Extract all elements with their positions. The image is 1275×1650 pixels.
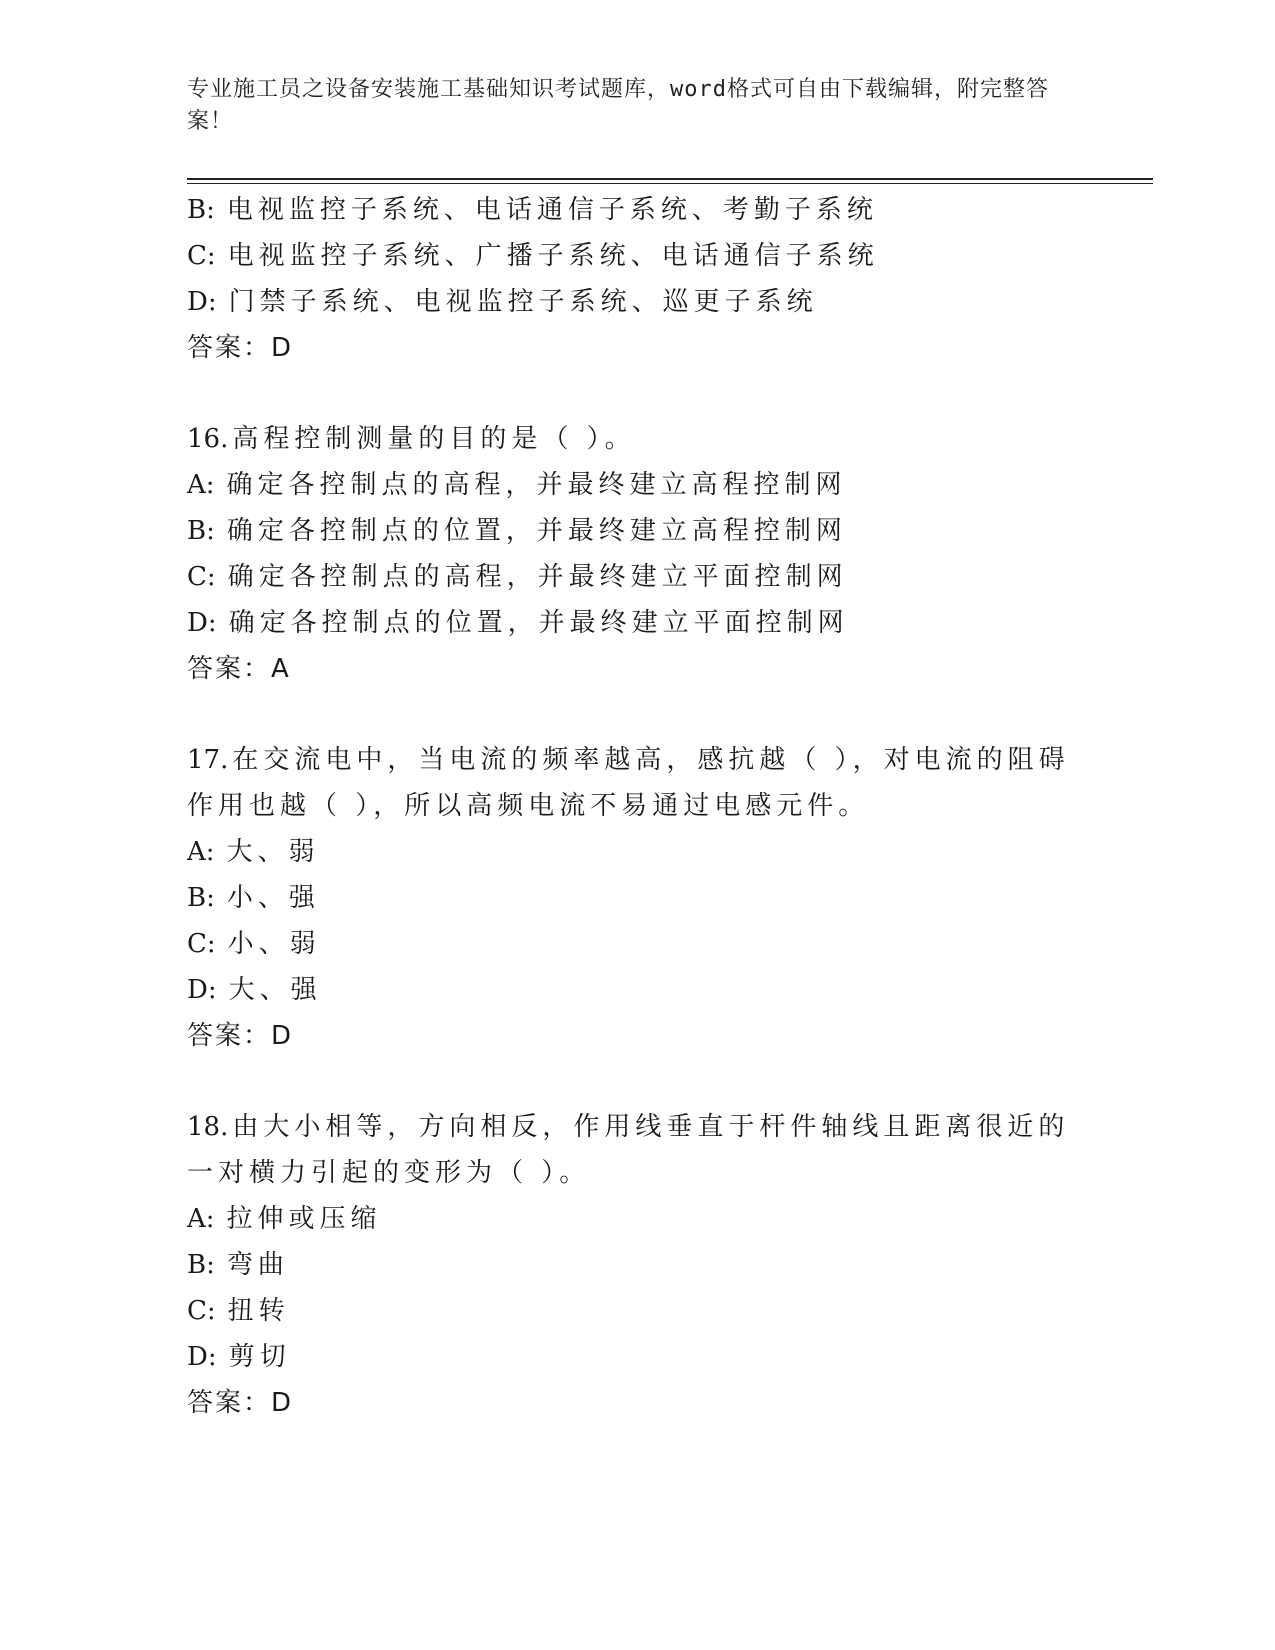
option-text: 拉伸或压缩 — [226, 1204, 382, 1234]
option-c — [187, 554, 1087, 600]
question-text: 高程控制测量的目的是（ ）。 — [232, 424, 636, 454]
question-number: 17. — [187, 745, 229, 775]
question-16 — [187, 416, 1087, 692]
option-key: B: — [187, 883, 215, 913]
spacer — [187, 1059, 1087, 1104]
question-title — [187, 416, 1087, 462]
question-text: 由大小相等，方向相反，作用线垂直于杆件轴线且距离很近的一对横力引起的变形为（ ）。 — [187, 1112, 1070, 1188]
spacer — [187, 371, 1087, 416]
option-text: 门禁子系统、电视监控子系统、巡更子系统 — [228, 287, 818, 317]
option-key: D: — [187, 1342, 217, 1372]
option-key: D: — [187, 608, 217, 638]
question-number: 18. — [187, 1112, 229, 1142]
option-text: 弯曲 — [226, 1250, 289, 1280]
option-text: 扭转 — [227, 1296, 290, 1326]
option-b — [187, 1242, 1087, 1288]
option-d — [187, 1334, 1087, 1380]
option-key: A: — [187, 1204, 215, 1234]
header-divider-thin — [187, 183, 1153, 184]
answer-line: 答案：D — [187, 1388, 294, 1418]
option-text: 大、弱 — [226, 837, 320, 867]
option-key: A: — [187, 837, 215, 867]
option-a — [187, 829, 1087, 875]
option-b — [187, 508, 1087, 554]
option-b — [187, 875, 1087, 921]
question-17 — [187, 737, 1087, 1059]
option-c — [187, 1288, 1087, 1334]
question-title — [187, 1104, 1087, 1196]
option-text: 确定各控制点的高程，并最终建立高程控制网 — [226, 470, 847, 500]
option-text: 确定各控制点的位置，并最终建立平面控制网 — [228, 608, 849, 638]
option-key: C: — [187, 241, 216, 271]
option-c — [187, 233, 1087, 279]
option-a — [187, 462, 1087, 508]
option-key: C: — [187, 1296, 216, 1326]
option-text: 电视监控子系统、广播子系统、电话通信子系统 — [227, 241, 879, 271]
question-number: 16. — [187, 424, 229, 454]
question-title — [187, 737, 1087, 829]
answer-line: 答案：A — [187, 654, 291, 684]
option-a — [187, 1196, 1087, 1242]
option-d — [187, 279, 1087, 325]
document-header: 专业施工员之设备安装施工基础知识考试题库，word格式可自由下载编辑，附完整答案！ — [187, 77, 1049, 134]
option-key: A: — [187, 470, 215, 500]
answer-line: 答案：D — [187, 333, 294, 363]
option-text: 确定各控制点的位置，并最终建立高程控制网 — [226, 516, 847, 546]
option-text: 小、弱 — [227, 929, 321, 959]
option-text: 大、强 — [228, 975, 322, 1005]
option-key: B: — [187, 1250, 215, 1280]
header-divider-thick — [187, 178, 1153, 180]
option-text: 电视监控子系统、电话通信子系统、考勤子系统 — [226, 195, 878, 225]
question-list — [187, 187, 1087, 1426]
spacer — [187, 692, 1087, 737]
option-key: C: — [187, 562, 216, 592]
option-text: 小、强 — [226, 883, 320, 913]
answer-line: 答案：D — [187, 1021, 294, 1051]
option-text: 确定各控制点的高程，并最终建立平面控制网 — [227, 562, 848, 592]
option-key: D: — [187, 287, 217, 317]
option-key: B: — [187, 195, 215, 225]
option-key: D: — [187, 975, 217, 1005]
option-text: 剪切 — [228, 1342, 291, 1372]
question-text: 在交流电中，当电流的频率越高，感抗越（ ），对电流的阻碍作用也越（ ），所以高频电流不易通过电感元件。 — [187, 745, 1070, 821]
option-b — [187, 187, 1087, 233]
option-key: C: — [187, 929, 216, 959]
option-d — [187, 600, 1087, 646]
option-key: B: — [187, 516, 215, 546]
question-18 — [187, 1104, 1087, 1426]
option-c — [187, 921, 1087, 967]
option-d — [187, 967, 1087, 1013]
question-continuation — [187, 187, 1087, 371]
